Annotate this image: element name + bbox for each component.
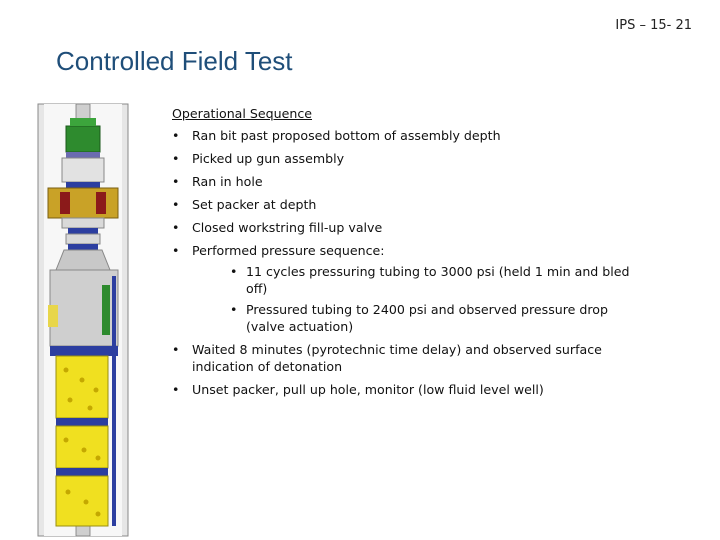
list-item-label: Performed pressure sequence:: [192, 243, 385, 258]
slide-title: Controlled Field Test: [56, 46, 293, 76]
downhole-tool-assembly-diagram: [26, 100, 146, 538]
sub-list-item: • 11 cycles pressuring tubing to 3000 psi (held 1 min and bled off): [210, 263, 642, 297]
list-item: • Closed workstring fill-up valve: [172, 219, 642, 236]
sub-list-item: • Pressured tubing to 2400 psi and observed pressure drop (valve actuation): [210, 301, 642, 335]
slide-number: IPS – 15- 21: [615, 18, 692, 33]
operational-sequence: [172, 105, 642, 404]
section-heading: Operational Sequence: [172, 106, 313, 121]
list-item: • Ran bit past proposed bottom of assembly depth: [172, 127, 642, 144]
list-item: • Unset packer, pull up hole, monitor (low fluid level well): [172, 381, 642, 398]
step-list: [172, 127, 642, 398]
list-item-pressure-sequence: [172, 242, 642, 335]
list-item: • Set packer at depth: [172, 196, 642, 213]
list-item: • Waited 8 minutes (pyrotechnic time delay) and observed surface indication of detonation: [172, 341, 642, 375]
pressure-substeps: [192, 263, 642, 335]
list-item: • Picked up gun assembly: [172, 150, 642, 167]
list-item: • Ran in hole: [172, 173, 642, 190]
